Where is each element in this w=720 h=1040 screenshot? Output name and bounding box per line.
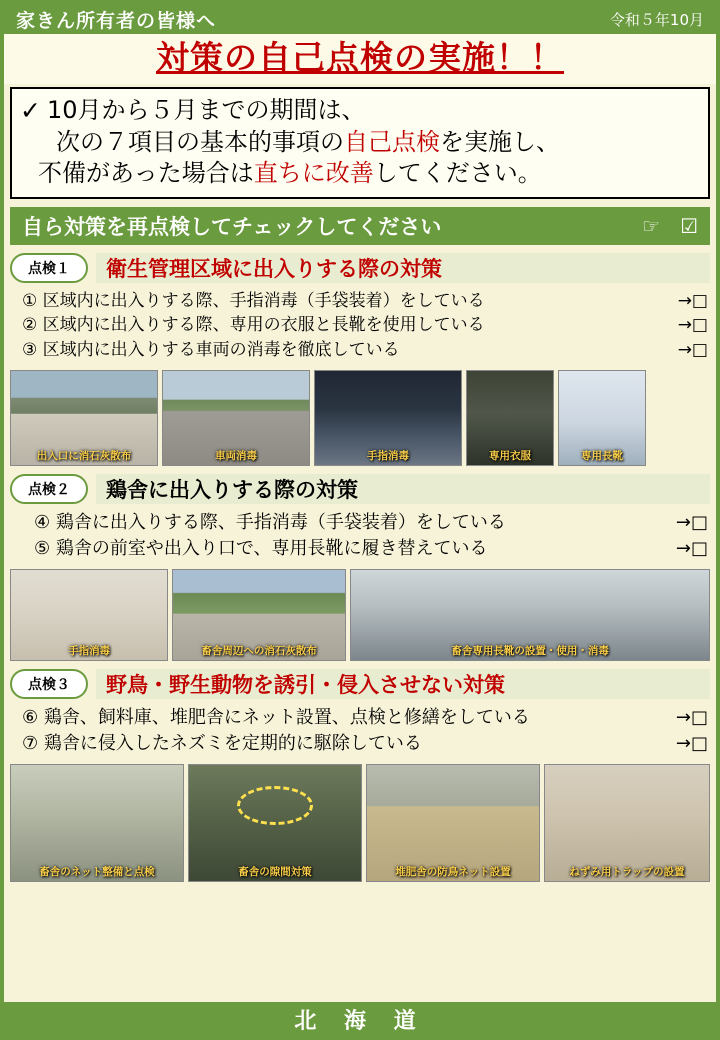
photo-thumbnail (10, 569, 168, 661)
checklist-item (22, 338, 708, 363)
photo-caption: 畜舎専用長靴の設置・使用・消毒 (451, 645, 609, 658)
section-1-items (10, 285, 710, 365)
checkbox-icon[interactable]: ☑ (680, 213, 698, 238)
page-title: 対策の自己点検の実施！！ (156, 38, 564, 77)
footer-bar (4, 1002, 716, 1036)
intro-box (10, 87, 710, 198)
photo-thumbnail (10, 370, 158, 466)
section-3-title: 野鳥・野生動物を誘引・侵入させない対策 (96, 669, 710, 699)
intro-line-3a: 不備があった場合は (38, 159, 254, 188)
section-3 (10, 667, 710, 882)
photo-caption: 手指消毒 (68, 645, 111, 658)
section-3-badge: 点検３ (10, 669, 88, 699)
intro-line-2b-highlight: 自己点検 (344, 128, 440, 157)
checklist-item-text: ⑥ 鶏舎、飼料庫、堆肥舎にネット設置、点検と修繕をしている (22, 706, 530, 728)
intro-line-1 (20, 95, 700, 127)
checklist-item-text: ③ 区域内に出入りする車両の消毒を徹底している (22, 340, 400, 361)
highlight-oval-icon (237, 786, 313, 825)
check-icon: ✓ (20, 96, 41, 126)
checklist-item-text: ④ 鶏舎に出入りする際、手指消毒（手袋装着）をしている (34, 511, 506, 533)
checklist-item (34, 536, 708, 562)
photo-caption: 手指消毒 (367, 450, 409, 463)
photo-caption: 畜舎のネット整備と点検 (39, 866, 155, 879)
section-1-header (10, 251, 710, 285)
checklist-item-text: ① 区域内に出入りする際、手指消毒（手袋装着）をしている (22, 290, 485, 311)
section-3-items (10, 701, 710, 759)
checklist-item (34, 510, 708, 536)
checklist-item-text: ② 区域内に出入りする際、専用の衣服と長靴を使用している (22, 315, 485, 336)
photo-caption: 畜舎の隙間対策 (238, 866, 312, 879)
section-3-header (10, 667, 710, 701)
pointing-hand-icon: ☞ (642, 213, 661, 238)
intro-line-1-text: 10月から５月までの期間は、 (46, 96, 366, 125)
instruction-text: 自ら対策を再点検してチェックしてください (22, 214, 442, 239)
photo-caption: 専用長靴 (581, 450, 623, 463)
section-2-badge: 点検２ (10, 474, 88, 504)
header-title: 家きん所有者の皆様へ (16, 9, 217, 32)
checklist-item (22, 289, 708, 314)
checklist-item (22, 313, 708, 338)
photo-thumbnail (544, 764, 710, 882)
photo-caption: 専用衣服 (489, 450, 531, 463)
section-2 (10, 472, 710, 661)
section-2-header (10, 472, 710, 506)
instruction-band (10, 207, 710, 245)
intro-line-2a: 次の７項目の基本的事項の (56, 128, 344, 157)
photo-thumbnail (172, 569, 346, 661)
checklist-item-checkbox[interactable]: →□ (675, 537, 708, 559)
section-2-title: 鶏舎に出入りする際の対策 (96, 474, 710, 504)
header-bar (4, 4, 716, 34)
photo-caption: 車両消毒 (215, 450, 257, 463)
header-date: 令和５年10月 (609, 10, 704, 29)
checklist-item-text: ⑤ 鶏舎の前室や出入り口で、専用長靴に履き替えている (34, 537, 488, 559)
photo-thumbnail (366, 764, 540, 882)
section-3-photos (10, 764, 710, 882)
intro-line-3b-highlight: 直ちに改善 (253, 159, 374, 188)
checklist-item (22, 731, 708, 757)
title-area (4, 34, 716, 84)
intro-line-3c: してください。 (373, 159, 542, 188)
intro-line-2 (20, 127, 700, 158)
photo-caption: 畜舎周辺への消石灰散布 (201, 645, 317, 658)
photo-thumbnail (466, 370, 554, 466)
checklist-item-text: ⑦ 鶏舎に侵入したネズミを定期的に駆除している (22, 732, 422, 754)
checklist-item-checkbox[interactable]: →□ (677, 290, 708, 311)
section-1-badge: 点検１ (10, 253, 88, 283)
photo-thumbnail (162, 370, 310, 466)
checklist-item-checkbox[interactable]: →□ (677, 315, 708, 336)
photo-thumbnail (558, 370, 646, 466)
section-1-title: 衛生管理区域に出入りする際の対策 (96, 253, 710, 283)
intro-line-2c: を実施し、 (440, 128, 560, 157)
section-1-photos (10, 370, 710, 466)
photo-caption: ねずみ用トラップの設置 (569, 866, 685, 879)
photo-caption: 堆肥舎の防鳥ネット設置 (395, 866, 511, 879)
section-2-items (10, 506, 710, 564)
checklist-item-checkbox[interactable]: →□ (675, 706, 708, 728)
section-2-photos (10, 569, 710, 661)
photo-thumbnail (314, 370, 462, 466)
photo-thumbnail (350, 569, 710, 661)
section-1 (10, 251, 710, 466)
intro-line-3 (20, 158, 700, 189)
checklist-item-checkbox[interactable]: →□ (677, 340, 708, 361)
footer-text: 北 海 道 (294, 1008, 426, 1034)
photo-thumbnail (10, 764, 184, 882)
photo-thumbnail (188, 764, 362, 882)
checklist-item (22, 705, 708, 731)
photo-caption: 出入口に消石灰散布 (36, 450, 132, 463)
checklist-item-checkbox[interactable]: →□ (675, 511, 708, 533)
checklist-item-checkbox[interactable]: →□ (675, 732, 708, 754)
